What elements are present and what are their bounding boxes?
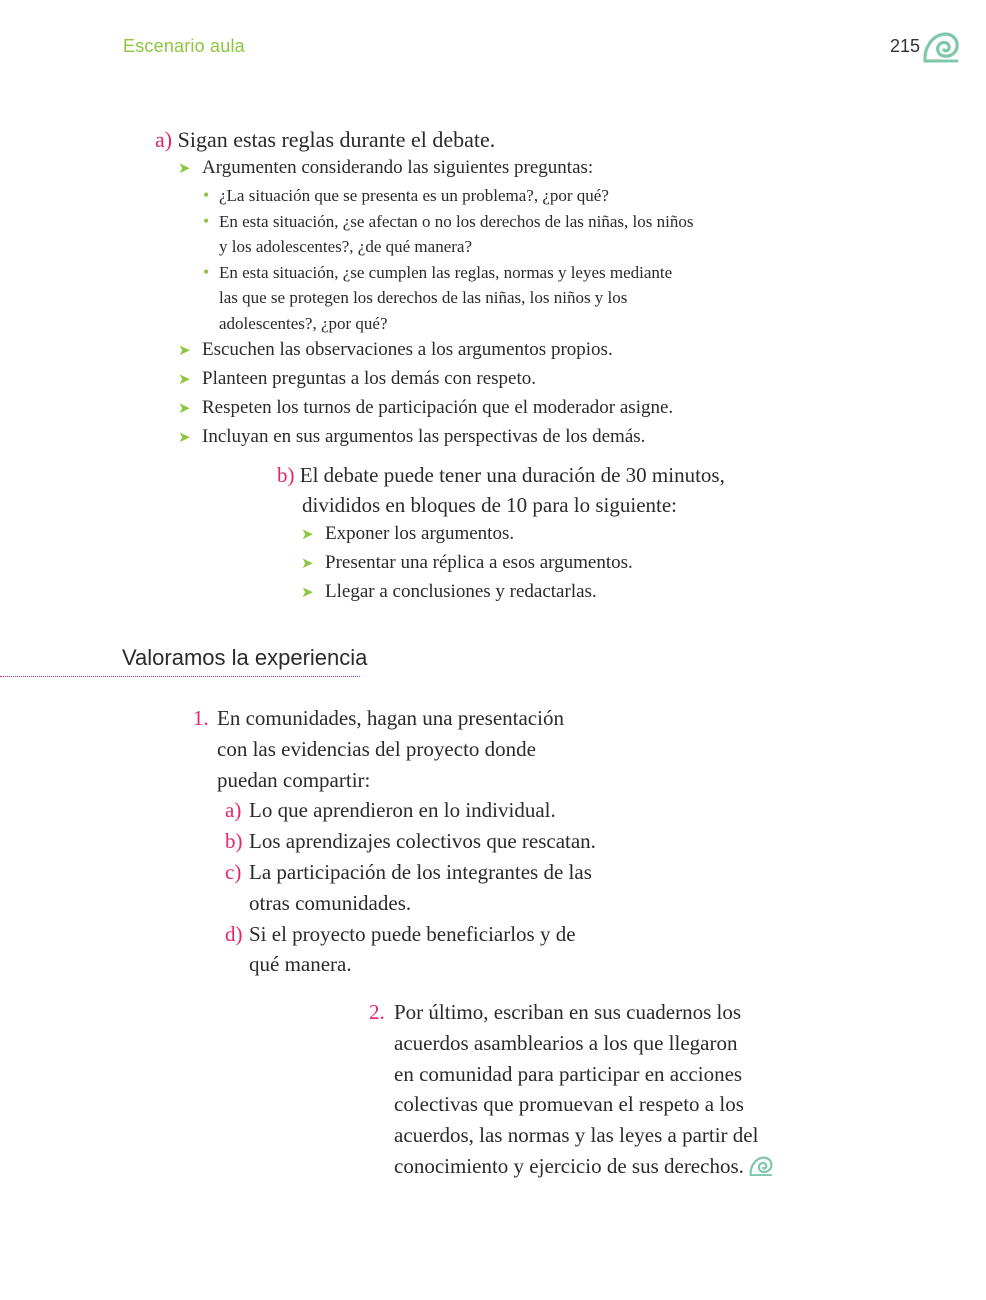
- duration-text-continued: divididos en bloques de 10 para lo siguiente:: [302, 493, 678, 517]
- debate-rules-block: [155, 126, 693, 452]
- sub-item-text: Los aprendizajes colectivos que rescatan.: [249, 829, 596, 854]
- sub-item-text: La participación de los integrantes de las: [249, 859, 592, 884]
- activity-line-last: [369, 1151, 774, 1182]
- sub-item: [193, 826, 596, 857]
- duration-text: El debate puede tener una duración de 30 minutos,: [299, 463, 725, 487]
- sub-item-text-continued: otras comunidades.: [249, 890, 412, 915]
- activity-text: acuerdos, las normas y las leyes a partir del: [394, 1123, 759, 1148]
- list-letter: a): [155, 127, 173, 152]
- sub-item-text: Lo que aprendieron en lo individual.: [249, 798, 556, 823]
- rule-text: Argumenten considerando las siguientes preguntas:: [202, 157, 594, 178]
- activity-item-1: [193, 703, 596, 980]
- rule-text: Escuchen las observaciones a los argumentos propios.: [202, 339, 613, 360]
- dot-bullet-icon: •: [203, 185, 210, 205]
- question-item: [155, 209, 693, 235]
- rule-item: [155, 365, 693, 394]
- question-text-continued: las que se protegen los derechos de las niñas, los niños y los: [219, 288, 628, 307]
- rule-item: [155, 394, 693, 423]
- list-letter: b): [277, 463, 295, 487]
- duration-item: [277, 520, 725, 549]
- rule-item: [155, 154, 693, 183]
- activity-line: [369, 997, 774, 1028]
- activity-text: en comunidad para participar en acciones: [394, 1061, 743, 1086]
- activity-text: acuerdos asamblearios a los que llegaron: [394, 1030, 738, 1055]
- duration-line: [277, 460, 725, 490]
- page-number: 215: [890, 36, 921, 56]
- dot-bullet-icon: •: [203, 210, 210, 231]
- duration-item: [277, 549, 725, 578]
- question-text: En esta situación, ¿se afectan o no los derechos de las niñas, los niños: [219, 211, 694, 231]
- question-text: ¿La situación que se presenta es un problema?, ¿por qué?: [219, 186, 609, 205]
- section-divider: [0, 676, 360, 677]
- question-item: [155, 183, 693, 209]
- rule-text: Planteen preguntas a los demás con respeto.: [202, 368, 536, 389]
- arrow-bullet-icon: ➤: [178, 401, 191, 417]
- spiral-icon: [748, 1155, 774, 1177]
- sub-item: [193, 795, 596, 826]
- rule-text: Incluyan en sus argumentos las perspectivas de los demás.: [202, 426, 646, 447]
- item-number: 2.: [369, 1000, 385, 1024]
- section-heading: Valoramos la experiencia: [122, 645, 368, 670]
- arrow-bullet-icon: ➤: [301, 556, 314, 572]
- rule-item: [155, 336, 693, 365]
- arrow-bullet-icon: ➤: [178, 161, 191, 177]
- arrow-bullet-icon: ➤: [301, 527, 314, 543]
- dot-bullet-icon: •: [203, 261, 210, 282]
- rule-item: [155, 423, 693, 452]
- list-letter: a): [225, 798, 242, 823]
- question-text: En esta situación, ¿se cumplen las reglas, normas y leyes mediante: [219, 262, 673, 282]
- duration-item-text: Llegar a conclusiones y redactarlas.: [325, 581, 597, 602]
- activity-item-2: [369, 997, 774, 1182]
- item-number: 1.: [193, 706, 209, 730]
- question-text-continued: y los adolescentes?, ¿de qué manera?: [219, 237, 472, 256]
- arrow-bullet-icon: ➤: [178, 372, 191, 388]
- rule-text: Respeten los turnos de participación que el moderador asigne.: [202, 397, 674, 418]
- debate-rules-title: [155, 126, 693, 154]
- sub-item: [193, 919, 596, 950]
- spiral-icon: [922, 30, 960, 64]
- list-letter: c): [225, 859, 242, 884]
- sub-item-text-continued: qué manera.: [249, 952, 352, 977]
- duration-item-text: Presentar una réplica a esos argumentos.: [325, 552, 633, 573]
- debate-duration-block: [277, 460, 725, 607]
- arrow-bullet-icon: ➤: [178, 343, 191, 359]
- activity-text: con las evidencias del proyecto donde: [217, 736, 536, 761]
- debate-rules-title-text: Sigan estas reglas durante el debate.: [177, 127, 496, 152]
- sub-item: [193, 857, 596, 888]
- activity-line: [193, 703, 596, 734]
- running-header-section: Escenario aula: [123, 36, 245, 56]
- arrow-bullet-icon: ➤: [301, 585, 314, 601]
- activity-text: puedan compartir:: [217, 767, 371, 792]
- duration-item-text: Exponer los argumentos.: [325, 523, 515, 544]
- question-item: [155, 260, 693, 286]
- activity-text: Por último, escriban en sus cuadernos los: [394, 1000, 742, 1024]
- list-letter: b): [225, 829, 243, 854]
- activity-text: conocimiento y ejercicio de sus derechos.: [394, 1153, 744, 1178]
- sub-item-text: Si el proyecto puede beneficiarlos y de: [249, 921, 576, 946]
- duration-item: [277, 578, 725, 607]
- question-text-continued: adolescentes?, ¿por qué?: [219, 313, 388, 333]
- arrow-bullet-icon: ➤: [178, 430, 191, 446]
- activity-text: En comunidades, hagan una presentación: [217, 706, 564, 730]
- activity-text: colectivas que promuevan el respeto a los: [394, 1092, 744, 1117]
- list-letter: d): [225, 921, 243, 946]
